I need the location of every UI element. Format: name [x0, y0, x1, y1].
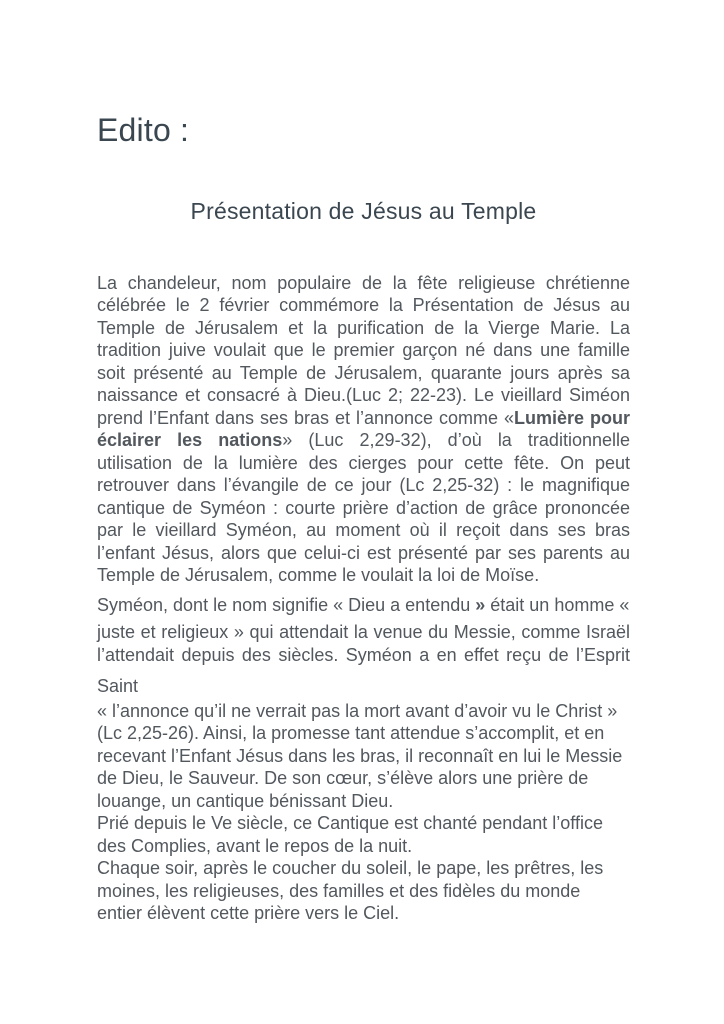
text-segment: » (Luc 2,29-32), d’où la traditionnelle utilisation de la lumière des cierges pour cette fête. On peut retrouver dans l’évangile de ce jour (Lc 2,25-32) : le magnifique cantique de Syméon : courte prière d’action de grâce prononcée par le vieillard Syméon, au moment où il reçoit dans ses bras l’enfant Jésus, alors que celui-ci est présenté par ses parents au Temple de Jérusalem, comme le voulait la loi de Moïse. — [97, 430, 630, 586]
text-segment: juste et religieux » qui attendait la venue du Messie, comme Israël l’attendait depuis des siècles. Syméon a en effet reçu de l’Esprit — [97, 622, 630, 665]
paragraph — [97, 621, 630, 666]
document-body — [97, 272, 630, 925]
text-segment: Prié depuis le Ve siècle, ce Cantique est chanté pendant l’office des Complies, avant le repos de la nuit. — [97, 813, 603, 856]
text-segment: était un homme « — [485, 594, 630, 615]
bold-text-segment: » — [475, 594, 486, 615]
text-segment: Syméon, dont le nom signifie « Dieu a entendu — [97, 594, 476, 615]
text-segment: La chandeleur, nom populaire de la fête religieuse chrétienne célébrée le 2 février commémore la Présentation de Jésus au Temple de Jérusalem et la purification de la Vierge Marie. La tradition juive voulait que le premier garçon né dans une famille soit présenté au Temple de Jérusalem, quarante jours après sa naissance et consacré à Dieu.(Luc 2; 22-23). Le vieillard Siméon prend l’Enfant dans ses bras et l’annonce comme « — [97, 272, 630, 428]
document-subtitle: Présentation de Jésus au Temple — [190, 198, 537, 224]
text-segment: Saint — [97, 676, 139, 697]
bold-text-segment: Lumière pour éclairer les nations — [97, 407, 630, 451]
text-segment: Chaque soir, après le coucher du soleil, le pape, les prêtres, les moines, les religieuses, des familles et des fidèles du monde entier élèvent cette prière vers le Ciel. — [97, 858, 604, 924]
text-segment: « l’annonce qu’il ne verrait pas la mort avant d’avoir vu le Christ » (Lc 2,25-26). Ainsi, la promesse tant attendue s’accomplit, et en recevant l’Enfant Jésus dans les bras, il reconnaît en lui le Messie de Dieu, le Sauveur. De son cœur, s’élève alors une prière de louange, un cantique bénissant Dieu. — [97, 700, 623, 811]
paragraph — [97, 857, 630, 925]
paragraph — [97, 812, 630, 857]
paragraph — [97, 675, 630, 698]
paragraph — [97, 700, 630, 813]
page-title: Edito : — [97, 112, 190, 148]
paragraph — [97, 594, 630, 617]
paragraph — [97, 272, 630, 587]
